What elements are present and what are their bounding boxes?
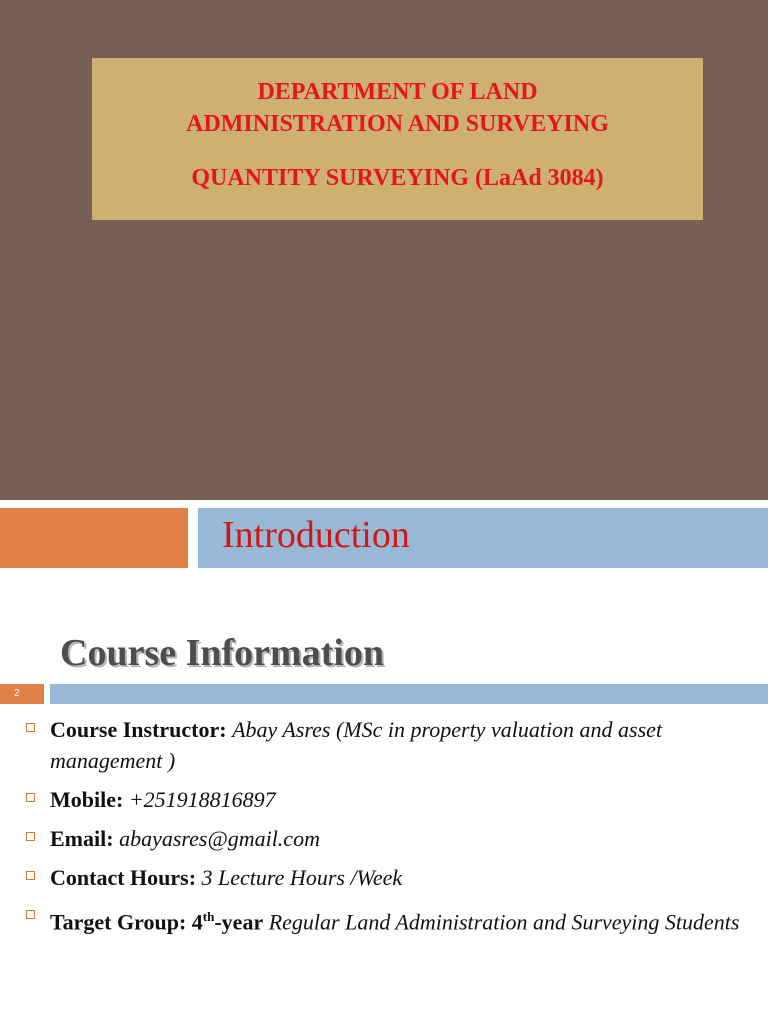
slide-2: [0, 506, 768, 1024]
section-title: Introduction: [222, 514, 410, 556]
square-bullet-icon: [26, 723, 35, 732]
item-value: 3 Lecture Hours /Week: [201, 865, 403, 890]
title-line-3: QUANTITY SURVEYING (LaAd 3084): [191, 165, 604, 191]
year-superscript: th: [202, 909, 215, 924]
item-label: Email:: [50, 826, 114, 851]
list-item: [24, 784, 744, 815]
list-item: [24, 823, 744, 854]
item-value: Abay Asres (MSc in property valuation and asset management ): [50, 717, 663, 773]
list-item: [24, 901, 744, 937]
square-bullet-icon: [26, 832, 35, 841]
slide-number: 2: [0, 684, 44, 704]
title-box: [92, 58, 703, 220]
item-value: abayasres@gmail.com: [119, 826, 320, 851]
item-value: Regular Land Administration and Surveying Students: [268, 909, 740, 935]
list-item: [24, 862, 744, 893]
item-value: +251918816897: [128, 787, 276, 812]
slide-1: [0, 0, 768, 500]
square-bullet-icon: [26, 793, 35, 802]
course-heading: Course Information: [60, 632, 385, 674]
item-label: Contact Hours:: [50, 865, 197, 890]
title-line-1: DEPARTMENT OF LAND: [257, 79, 538, 105]
slide-number-bar: [50, 684, 768, 704]
square-bullet-icon: [26, 910, 35, 919]
header-orange-bar: [0, 508, 188, 568]
item-label: Mobile:: [50, 787, 124, 812]
course-info-list: [24, 714, 744, 945]
item-label: Target Group:: [50, 909, 187, 935]
square-bullet-icon: [26, 871, 35, 880]
title-line-2: ADMINISTRATION AND SURVEYING: [186, 111, 609, 137]
year-suffix: -year: [214, 909, 264, 935]
list-item: [24, 714, 744, 776]
year-number: 4: [191, 909, 203, 935]
item-label: Course Instructor:: [50, 717, 227, 742]
